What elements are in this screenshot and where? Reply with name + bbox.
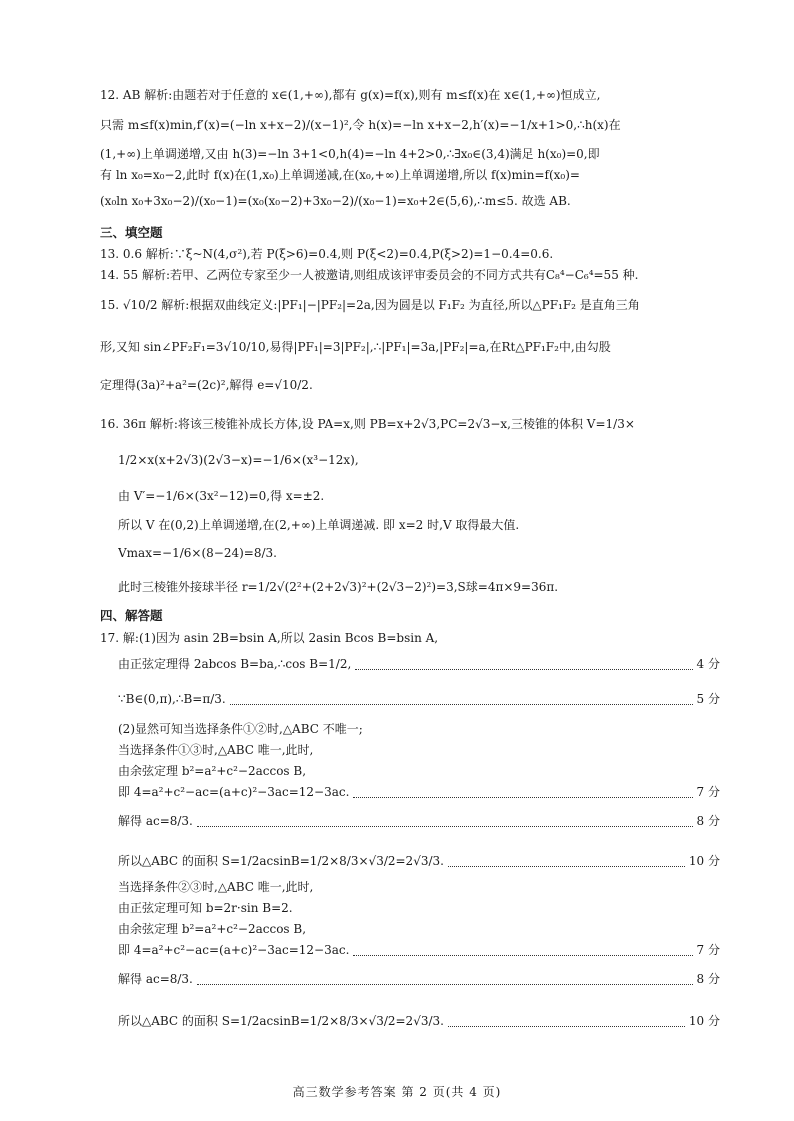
step-text: 所以△ABC 的面积 S=1/2acsinB=1/2×8/3×√3/2=2√3/3. [118,854,444,868]
score-points: 8 分 [696,814,720,828]
p12-line1: 12. AB 解析:由题若对于任意的 x∈(1,+∞),都有 g(x)=f(x),则有 m≤f(x)在 x∈(1,+∞)恒成立, [100,88,601,102]
step-text: 解得 ac=8/3. [118,972,193,986]
p17-score-line-6 [118,941,720,959]
p17-part2-line6: 由余弦定理 b²=a²+c²−2accos B, [118,922,307,936]
p17-part2-line3: 由余弦定理 b²=a²+c²−2accos B, [118,764,307,778]
p17-score-line-4 [118,812,720,830]
p17-line1: 17. 解:(1)因为 asin 2B=bsin A,所以 2asin Bcos B=bsin A, [100,631,439,645]
p17-part2-line1: (2)显然可知当选择条件①②时,△ABC 不唯一; [118,722,363,736]
p17-score-line-1 [118,655,720,673]
leader-dots [355,659,692,670]
p17-part2-line2: 当选择条件①③时,△ABC 唯一,此时, [118,743,314,757]
p15-line2: 形,又知 sin∠PF₂F₁=3√10/10,易得|PF₁|=3|PF₂|,∴|PF₁|=3a,|PF₂|=a,在Rt△PF₁F₂中,由勾股 [100,340,611,354]
step-text: 由正弦定理得 2abcos B=ba,∴cos B=1/2, [118,657,352,671]
p16-line4: 所以 V 在(0,2)上单调递增,在(2,+∞)上单调递减. 即 x=2 时,V 取得最大值. [118,518,520,532]
p12-line2: 只需 m≤f(x)min,f′(x)=(−ln x+x−2)/(x−1)²,令 h(x)=−ln x+x−2,h′(x)=−1/x+1>0,∴h(x)在 [100,118,621,132]
leader-dots [197,974,693,985]
leader-dots [448,1016,685,1027]
p15-line1: 15. √10/2 解析:根据双曲线定义:|PF₁|−|PF₂|=2a,因为圆是以 F₁F₂ 为直径,所以△PF₁F₂ 是直角三角 [100,298,640,312]
p16-line5: Vmax=−1/6×(8−24)=8/3. [118,546,277,560]
p12-line4: 有 ln x₀=x₀−2,此时 f(x)在(1,x₀)上单调递减,在(x₀,+∞)上单调递增,所以 f(x)min=f(x₀)= [100,168,580,182]
section-solutions-title: 四、解答题 [100,608,163,623]
p17-part2-line4: 当选择条件②③时,△ABC 唯一,此时, [118,880,314,894]
leader-dots [230,694,693,705]
p17-score-line-2 [118,690,720,708]
leader-dots [353,787,692,798]
step-text: ∵B∈(0,π),∴B=π/3. [118,692,226,706]
p17-score-line-7 [118,970,720,988]
p17-score-line-8 [118,1012,720,1030]
p16-line6: 此时三棱锥外接球半径 r=1/2√(2²+(2+2√3)²+(2√3−2)²)=3,S球=4π×9=36π. [118,580,559,594]
p13-line: 13. 0.6 解析:∵ξ~N(4,σ²),若 P(ξ>6)=0.4,则 P(ξ<2)=0.4,P(ξ>2)=1−0.4=0.6. [100,247,554,261]
p17-part2-line5: 由正弦定理可知 b=2r·sin B=2. [118,901,293,915]
p17-score-line-3 [118,783,720,801]
score-points: 4 分 [696,657,720,671]
step-text: 即 4=a²+c²−ac=(a+c)²−3ac=12−3ac. [118,785,350,799]
step-text: 所以△ABC 的面积 S=1/2acsinB=1/2×8/3×√3/2=2√3/3. [118,1014,444,1028]
leader-dots [197,816,693,827]
score-points: 7 分 [696,943,720,957]
p12-line3: (1,+∞)上单调递增,又由 h(3)=−ln 3+1<0,h(4)=−ln 4+2>0,∴∃x₀∈(3,4)满足 h(x₀)=0,即 [100,147,600,161]
score-points: 8 分 [696,972,720,986]
section-fill-in-title: 三、填空题 [100,225,163,240]
p12-line5: (x₀ln x₀+3x₀−2)/(x₀−1)=(x₀(x₀−2)+3x₀−2)/(x₀−1)=x₀+2∈(5,6),∴m≤5. 故选 AB. [100,194,571,208]
score-points: 10 分 [688,854,720,868]
leader-dots [448,856,685,867]
step-text: 即 4=a²+c²−ac=(a+c)²−3ac=12−3ac. [118,943,350,957]
p16-line1: 16. 36π 解析:将该三棱锥补成长方体,设 PA=x,则 PB=x+2√3,PC=2√3−x,三棱锥的体积 V=1/3× [100,417,635,431]
p16-line3: 由 V′=−1/6×(3x²−12)=0,得 x=±2. [118,489,325,503]
step-text: 解得 ac=8/3. [118,814,193,828]
p15-line3: 定理得(3a)²+a²=(2c)²,解得 e=√10/2. [100,378,313,392]
score-points: 10 分 [688,1014,720,1028]
p16-line2: 1/2×x(x+2√3)(2√3−x)=−1/6×(x³−12x), [118,453,359,467]
p14-line: 14. 55 解析:若甲、乙两位专家至少一人被邀请,则组成该评审委员会的不同方式共有C₈⁴−C₆⁴=55 种. [100,268,639,282]
leader-dots [353,945,692,956]
p17-score-line-5 [118,852,720,870]
score-points: 5 分 [696,692,720,706]
score-points: 7 分 [696,785,720,799]
page-footer: 高三数学参考答案 第 2 页(共 4 页) [292,1085,502,1099]
